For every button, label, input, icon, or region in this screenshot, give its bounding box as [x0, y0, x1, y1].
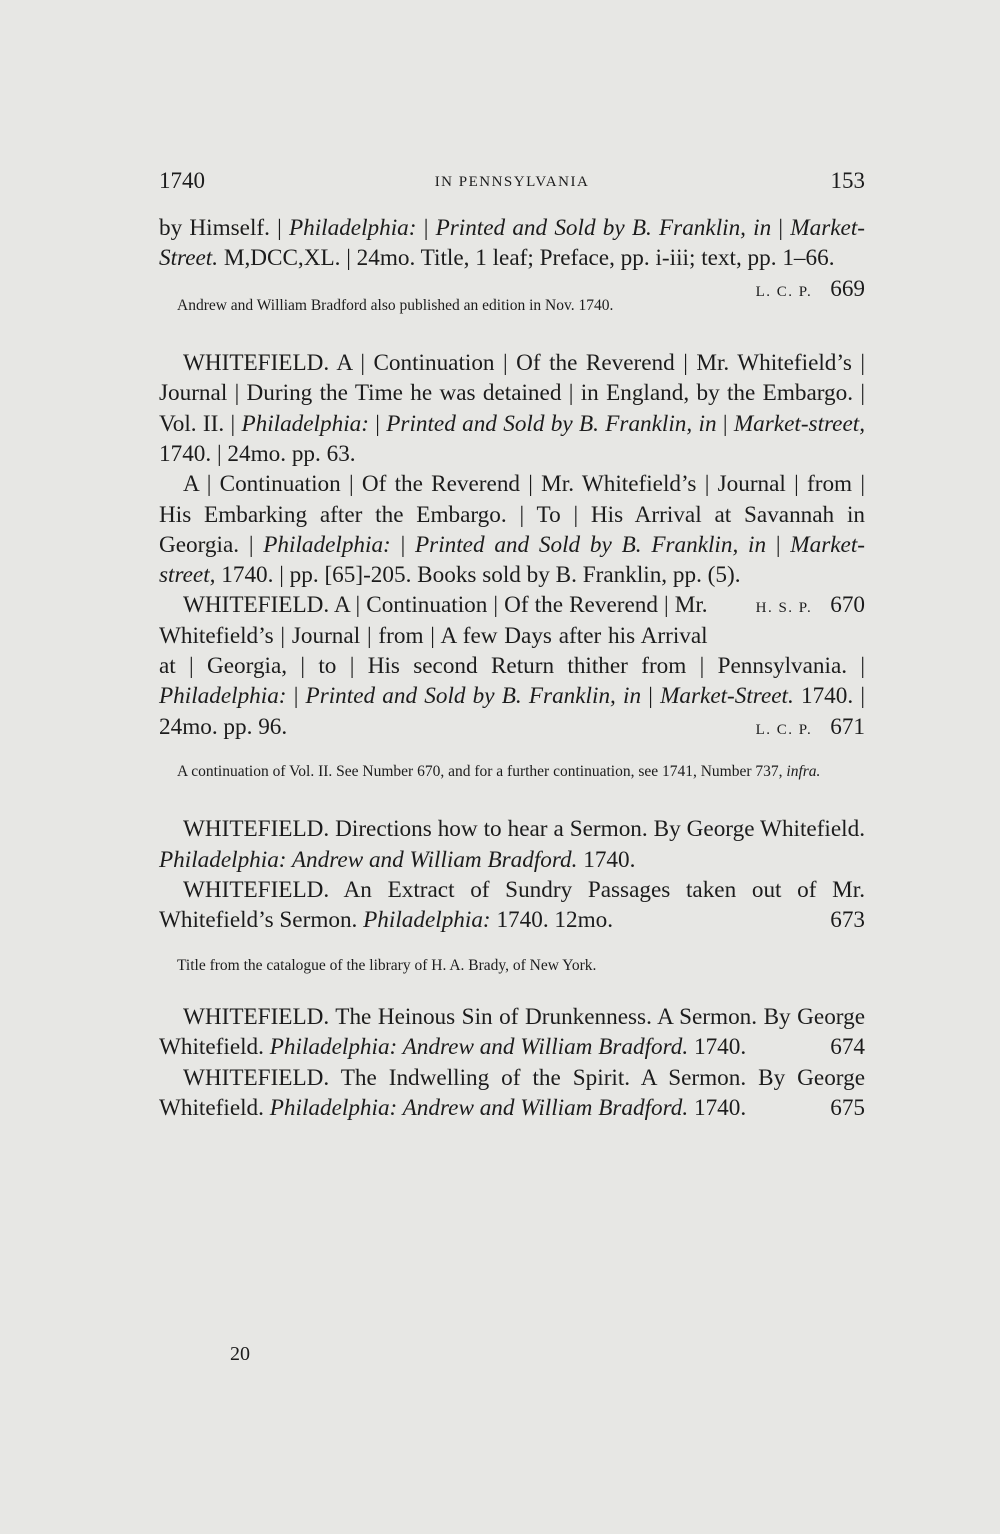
entry-number: 670: [830, 592, 865, 619]
entry-number: 675: [830, 1095, 865, 1122]
entry-674: [159, 1002, 865, 1063]
page-number: 153: [830, 168, 865, 193]
entry-text: A | Continuation | Of the Reverend | Mr. Whitefield’s | Journal | from | His Embarking after the Embargo. | To | His Arrival at Savannah in Georgia. | Philadelphia: | Printed and Sold by B. Franklin, in | Market-street, 1740. | pp. [65]-205. Books sold by B. Franklin, pp. (5).: [159, 471, 865, 589]
page-content: [159, 213, 865, 1123]
header-year: 1740: [159, 168, 205, 193]
entry-note: A continuation of Vol. II. See Number 670, and for a further continuation, see 1741, Number 737, infra.: [177, 762, 821, 780]
running-header: [159, 168, 865, 198]
entry-text: by Himself. | Philadelphia: | Printed and Sold by B. Franklin, in | Market-Street. M,DCC,XL. | 24mo. Title, 1 leaf; Preface, pp. i-iii; text, pp. 1–66.: [159, 215, 865, 272]
signature-mark: 20: [230, 1343, 250, 1365]
library-code: H. S. P.: [755, 600, 813, 617]
entry-number: 674: [830, 1034, 865, 1061]
entry-text: WHITEFIELD. The Heinous Sin of Drunkenness. A Sermon. By George Whitefield. Philadelphia: Andrew and William Bradford. 1740.: [159, 1004, 865, 1061]
entry-note: Title from the catalogue of the library of H. A. Brady, of New York.: [177, 956, 597, 974]
entry-text: WHITEFIELD. A | Continuation | Of the Reverend | Mr. Whitefield’s | Journal | During the Time he was detained | in England, by the Embargo. | Vol. II. | Philadelphia: | Printed and Sold by B. Franklin, in | Market-street, 1740. | 24mo. pp. 63.: [159, 350, 865, 467]
entry-number: 673: [830, 907, 865, 934]
entry-670: [159, 348, 865, 469]
entry-text: WHITEFIELD. Directions how to hear a Sermon. By George Whitefield. Philadelphia: Andrew and William Bradford. 1740.: [159, 816, 865, 873]
entry-675: [159, 1063, 865, 1124]
entry-text: WHITEFIELD. A | Continuation | Of the Reverend | Mr. Whitefield’s | Journal | from | A few Days after his Arrival at | Georgia, | to | His second Return thither from | Pennsylvania. | Philadelphia: | Printed and Sold by B. Franklin, in | Market-Street. 1740. | 24mo. pp. 96.: [159, 592, 865, 740]
entry-note: Andrew and William Bradford also published an edition in Nov. 1740.: [177, 296, 614, 314]
entry-text: WHITEFIELD. The Indwelling of the Spirit. A Sermon. By George Whitefield. Philadelphia: Andrew and William Bradford. 1740.: [159, 1064, 865, 1122]
entry-672: [159, 814, 865, 875]
entry-number: 669: [830, 275, 865, 302]
entry-673: [159, 875, 865, 936]
header-title: IN PENNSYLVANIA: [434, 174, 590, 190]
entry-669: [159, 213, 865, 302]
library-code: L. C. P.: [755, 721, 813, 738]
entry-670-continued: [159, 469, 865, 619]
library-code: L. C. P.: [755, 283, 813, 300]
entry-number: 671: [830, 713, 865, 740]
entry-text: WHITEFIELD. An Extract of Sundry Passages taken out of Mr. Whitefield’s Sermon. Philadelphia: 1740. 12mo.: [159, 877, 865, 934]
